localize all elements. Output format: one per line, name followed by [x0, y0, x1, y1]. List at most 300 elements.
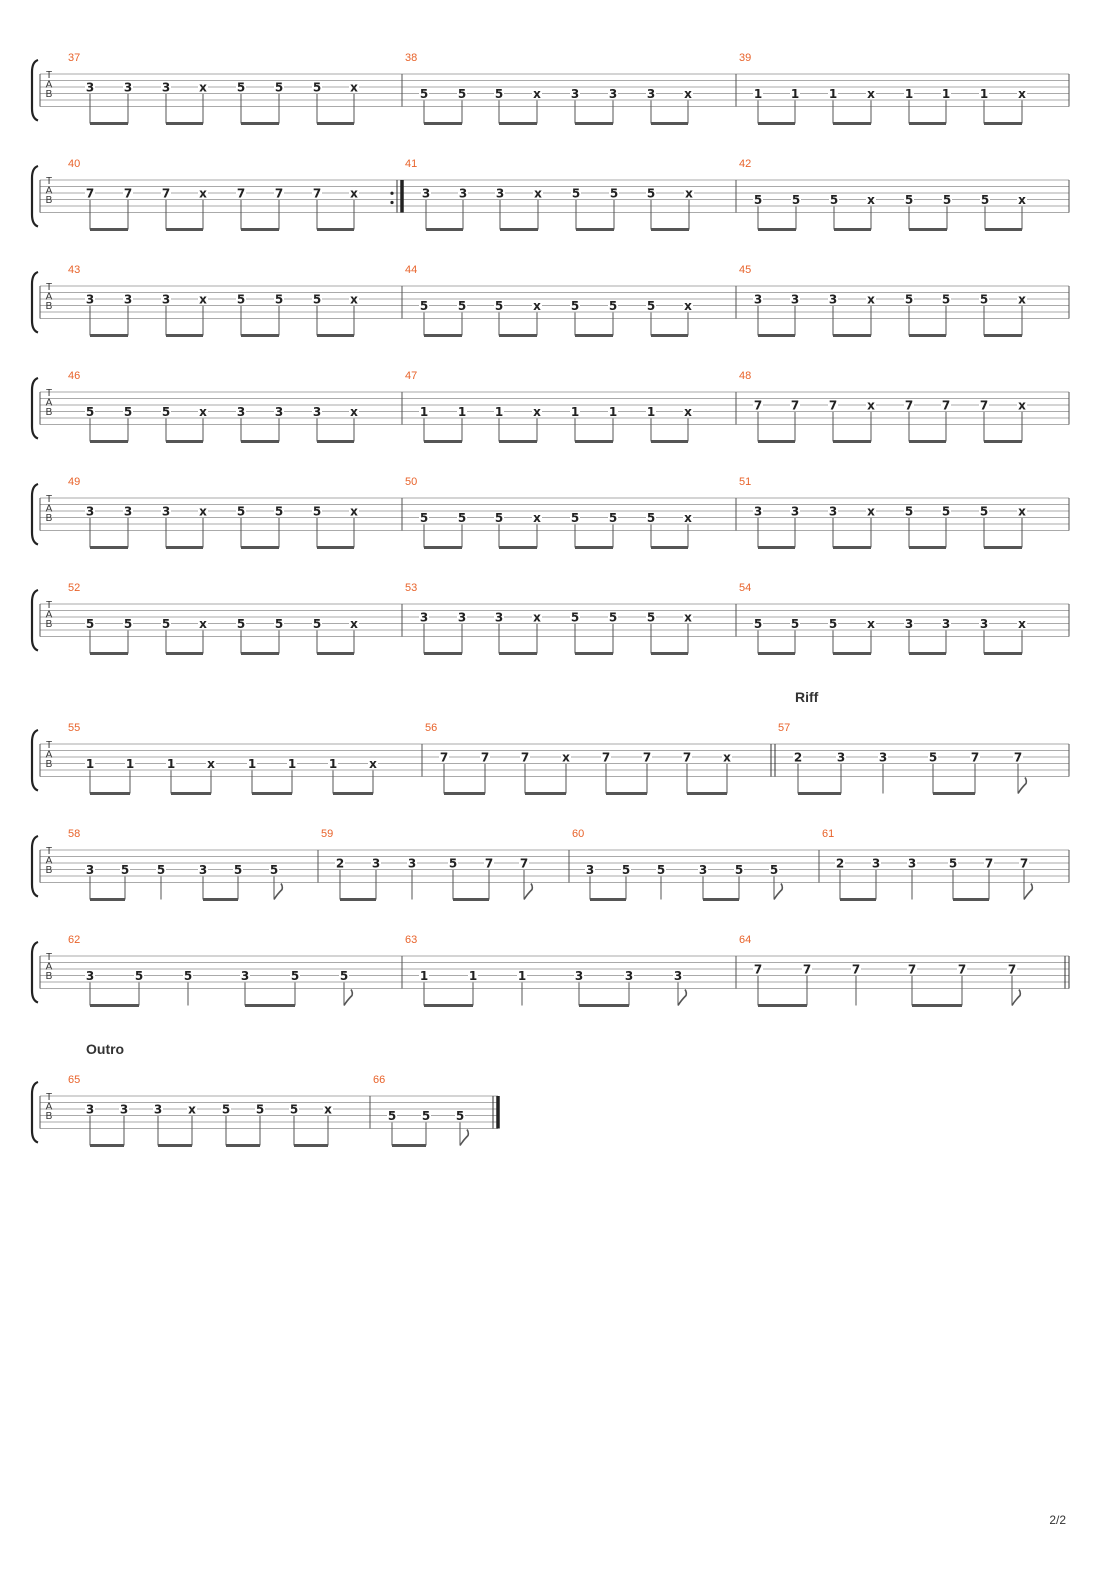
- fret-number: 7: [970, 750, 980, 765]
- fret-number: 5: [734, 863, 744, 877]
- system-brace: [32, 590, 38, 651]
- fret-number: 3: [907, 856, 917, 871]
- fret-number: 7: [984, 856, 994, 871]
- dead-note: x: [1018, 193, 1026, 207]
- dead-note: x: [350, 292, 358, 307]
- fret-number: 7: [123, 186, 133, 201]
- system-brace: [32, 378, 38, 439]
- fret-number: 5: [236, 504, 246, 519]
- fret-number: 5: [448, 856, 458, 871]
- fret-number: 3: [123, 80, 133, 95]
- fret-number: 5: [161, 405, 171, 419]
- dead-note: x: [684, 511, 692, 525]
- note-flag: [1024, 884, 1032, 900]
- measure-number: 55: [68, 722, 81, 734]
- fret-number: 5: [421, 1109, 431, 1123]
- fret-number: 1: [419, 969, 429, 983]
- measure: [739, 370, 1069, 442]
- fret-number: 5: [904, 193, 914, 207]
- measure-number: 47: [405, 370, 418, 382]
- dead-note: x: [684, 610, 692, 625]
- system-brace: [32, 60, 38, 121]
- tab-clef-letter: A: [45, 1101, 53, 1113]
- tab-clef-letter: A: [45, 79, 53, 91]
- note-flag: [524, 884, 532, 900]
- fret-number: 1: [941, 87, 951, 101]
- measure: [739, 158, 1069, 230]
- measure-number: 50: [405, 476, 418, 488]
- dead-note: x: [350, 504, 358, 519]
- fret-number: 3: [828, 504, 838, 519]
- fret-number: 5: [979, 504, 989, 519]
- tab-clef-letter: T: [45, 952, 53, 963]
- fret-number: 7: [236, 186, 246, 201]
- tab-clef-letter: B: [45, 301, 53, 312]
- repeat-dot: [390, 192, 393, 195]
- fret-number: 5: [791, 193, 801, 207]
- fret-number: 3: [236, 405, 246, 419]
- section-label: Outro: [86, 1041, 125, 1057]
- measure-number: 41: [405, 158, 418, 170]
- dead-note: x: [533, 87, 541, 101]
- fret-number: 5: [419, 299, 429, 313]
- fret-number: 5: [646, 610, 656, 625]
- fret-number: 7: [484, 856, 494, 871]
- fret-number: 5: [85, 405, 95, 419]
- dead-note: x: [207, 757, 215, 771]
- dead-note: x: [369, 757, 377, 771]
- dead-note: x: [1018, 617, 1026, 631]
- fret-number: 5: [123, 617, 133, 631]
- fret-number: 3: [673, 969, 683, 983]
- tab-clef-letter: T: [45, 1092, 53, 1103]
- fret-number: 5: [494, 87, 504, 101]
- tab-system: [32, 52, 1069, 124]
- fret-number: 3: [123, 292, 133, 307]
- fret-number: 5: [274, 504, 284, 519]
- fret-number: 5: [85, 617, 95, 631]
- system-brace: [32, 942, 38, 1003]
- page-number: 2/2: [1049, 1513, 1066, 1527]
- fret-number: 7: [519, 856, 529, 871]
- tab-clef-letter: T: [45, 282, 53, 293]
- fret-number: 7: [1019, 856, 1029, 871]
- dead-note: x: [199, 292, 207, 307]
- fret-number: 5: [646, 299, 656, 313]
- fret-number: 3: [161, 292, 171, 307]
- dead-note: x: [199, 80, 207, 95]
- tab-clef-letter: A: [45, 503, 53, 515]
- fret-number: 7: [802, 962, 812, 977]
- dead-note: x: [867, 504, 875, 519]
- note-flag: [1018, 778, 1026, 794]
- measure: [68, 722, 422, 794]
- tab-clef-letter: B: [45, 195, 53, 206]
- note-flag: [274, 884, 282, 900]
- measure: [373, 1074, 498, 1146]
- measure: [405, 934, 736, 1006]
- measure-number: 59: [321, 828, 334, 840]
- fret-number: 5: [608, 610, 618, 625]
- fret-number: 5: [494, 511, 504, 525]
- measure-number: 40: [68, 158, 81, 170]
- fret-number: 5: [255, 1102, 265, 1117]
- dead-note: x: [533, 299, 541, 313]
- tab-clef-letter: A: [45, 855, 53, 867]
- tab-clef-letter: T: [45, 388, 53, 399]
- fret-number: 3: [153, 1102, 163, 1117]
- measure: [68, 582, 402, 654]
- measure-number: 57: [778, 722, 791, 734]
- fret-number: 3: [421, 186, 431, 201]
- fret-number: 5: [312, 80, 322, 95]
- fret-number: 1: [790, 87, 800, 101]
- fret-number: 3: [457, 610, 467, 625]
- fret-number: 3: [161, 504, 171, 519]
- measure-number: 45: [739, 264, 752, 276]
- measure: [405, 264, 736, 336]
- measure: [68, 934, 402, 1006]
- fret-number: 5: [571, 186, 581, 201]
- fret-number: 7: [753, 398, 763, 413]
- measure-number: 56: [425, 722, 438, 734]
- fret-number: 2: [335, 856, 345, 871]
- fret-number: 5: [455, 1109, 465, 1123]
- dead-note: x: [867, 193, 875, 207]
- fret-number: 3: [161, 80, 171, 95]
- fret-number: 7: [601, 750, 611, 765]
- measure: [68, 158, 402, 230]
- repeat-dot: [390, 201, 393, 204]
- fret-number: 5: [570, 511, 580, 525]
- dead-note: x: [199, 405, 207, 419]
- tab-clef-letter: T: [45, 494, 53, 505]
- tab-system: [32, 1041, 498, 1146]
- measure-number: 58: [68, 828, 81, 840]
- fret-number: 5: [790, 617, 800, 631]
- fret-number: 3: [790, 504, 800, 519]
- tab-system: [32, 476, 1069, 548]
- fret-number: 5: [621, 863, 631, 877]
- fret-number: 7: [439, 750, 449, 765]
- measure-number: 64: [739, 934, 752, 946]
- fret-number: 1: [166, 757, 176, 771]
- measure: [68, 828, 318, 900]
- note-flag: [678, 990, 686, 1006]
- fret-number: 1: [125, 757, 135, 771]
- fret-number: 7: [907, 962, 917, 977]
- tab-system: [32, 934, 1069, 1006]
- dead-note: x: [534, 186, 542, 201]
- tab-clef-letter: B: [45, 89, 53, 100]
- fret-number: 7: [85, 186, 95, 201]
- fret-number: 7: [274, 186, 284, 201]
- measure-number: 37: [68, 52, 81, 64]
- fret-number: 1: [457, 405, 467, 419]
- tab-system: [32, 689, 1069, 794]
- measure: [405, 52, 736, 124]
- fret-number: 3: [312, 405, 322, 419]
- measure: [405, 582, 736, 654]
- fret-number: 1: [753, 87, 763, 101]
- dead-note: x: [867, 292, 875, 307]
- dead-note: x: [188, 1102, 196, 1117]
- systems-layer: [32, 52, 1069, 1146]
- fret-number: 3: [624, 969, 634, 983]
- measure-number: 62: [68, 934, 81, 946]
- fret-number: 3: [753, 292, 763, 307]
- fret-number: 5: [928, 750, 938, 765]
- fret-number: 5: [312, 617, 322, 631]
- fret-number: 5: [948, 856, 958, 871]
- measure-number: 65: [68, 1074, 81, 1086]
- fret-number: 5: [829, 193, 839, 207]
- section-label: Riff: [795, 689, 819, 705]
- fret-number: 5: [656, 863, 666, 877]
- tab-clef-letter: A: [45, 291, 53, 303]
- fret-number: 7: [851, 962, 861, 977]
- fret-number: 5: [828, 617, 838, 631]
- tab-clef-letter: T: [45, 740, 53, 751]
- measure: [68, 476, 402, 548]
- dead-note: x: [199, 504, 207, 519]
- measure: [68, 264, 402, 336]
- tab-clef-letter: B: [45, 407, 53, 418]
- note-flag: [344, 990, 352, 1006]
- fret-number: 3: [878, 750, 888, 765]
- tab-clef-letter: B: [45, 971, 53, 982]
- fret-number: 7: [1013, 750, 1023, 765]
- fret-number: 3: [753, 504, 763, 519]
- fret-number: 1: [570, 405, 580, 419]
- measure: [822, 828, 1069, 900]
- tab-clef-letter: A: [45, 609, 53, 621]
- tab-system: [32, 582, 1069, 654]
- dead-note: x: [562, 750, 570, 765]
- dead-note: x: [867, 398, 875, 413]
- dead-note: x: [684, 87, 692, 101]
- fret-number: 7: [904, 398, 914, 413]
- fret-number: 5: [236, 292, 246, 307]
- measure-number: 53: [405, 582, 418, 594]
- fret-number: 5: [387, 1109, 397, 1123]
- fret-number: 3: [790, 292, 800, 307]
- fret-number: 3: [85, 80, 95, 95]
- measure: [739, 582, 1069, 654]
- measure-number: 54: [739, 582, 752, 594]
- system-brace: [32, 272, 38, 333]
- fret-number: 1: [494, 405, 504, 419]
- fret-number: 7: [520, 750, 530, 765]
- measure: [739, 934, 1069, 1006]
- note-flag: [460, 1130, 468, 1146]
- tab-clef-letter: T: [45, 846, 53, 857]
- system-brace: [32, 484, 38, 545]
- fret-number: 7: [753, 962, 763, 977]
- system-brace: [32, 166, 38, 227]
- fret-number: 5: [290, 969, 300, 983]
- fret-number: 3: [646, 87, 656, 101]
- measure: [778, 689, 1069, 794]
- dead-note: x: [324, 1102, 332, 1117]
- measure: [68, 1074, 370, 1146]
- fret-number: 5: [312, 292, 322, 307]
- dead-note: x: [350, 405, 358, 419]
- fret-number: 7: [312, 186, 322, 201]
- measure-number: 60: [572, 828, 585, 840]
- fret-number: 7: [480, 750, 490, 765]
- measure-number: 51: [739, 476, 752, 488]
- fret-number: 5: [274, 617, 284, 631]
- fret-number: 1: [419, 405, 429, 419]
- fret-number: 1: [979, 87, 989, 101]
- fret-number: 1: [247, 757, 257, 771]
- dead-note: x: [350, 186, 358, 201]
- fret-number: 5: [753, 193, 763, 207]
- dead-note: x: [867, 617, 875, 631]
- fret-number: 5: [123, 405, 133, 419]
- fret-number: 5: [236, 617, 246, 631]
- dead-note: x: [350, 617, 358, 631]
- fret-number: 3: [85, 1102, 95, 1117]
- dead-note: x: [533, 511, 541, 525]
- fret-number: 5: [904, 504, 914, 519]
- measure: [405, 476, 736, 548]
- dead-note: x: [199, 186, 207, 201]
- fret-number: 5: [120, 863, 130, 877]
- dead-note: x: [684, 405, 692, 419]
- fret-number: 5: [457, 87, 467, 101]
- tab-clef-letter: A: [45, 749, 53, 761]
- fret-number: 3: [240, 969, 250, 983]
- fret-number: 3: [570, 87, 580, 101]
- fret-number: 5: [221, 1102, 231, 1117]
- fret-number: 5: [161, 617, 171, 631]
- measure-number: 66: [373, 1074, 386, 1086]
- fret-number: 5: [457, 511, 467, 525]
- measure-number: 43: [68, 264, 81, 276]
- measure: [405, 158, 736, 230]
- fret-number: 7: [979, 398, 989, 413]
- system-brace: [32, 1082, 38, 1143]
- fret-number: 3: [941, 617, 951, 631]
- fret-number: 3: [85, 292, 95, 307]
- fret-number: 7: [1007, 962, 1017, 977]
- dead-note: x: [684, 299, 692, 313]
- note-flag: [1012, 990, 1020, 1006]
- measure: [572, 828, 819, 900]
- dead-note: x: [1018, 398, 1026, 413]
- dead-note: x: [533, 610, 541, 625]
- measure-number: 44: [405, 264, 418, 276]
- fret-number: 3: [698, 863, 708, 877]
- tab-clef-letter: T: [45, 70, 53, 81]
- fret-number: 5: [274, 292, 284, 307]
- fret-number: 7: [941, 398, 951, 413]
- fret-number: 5: [646, 511, 656, 525]
- fret-number: 7: [790, 398, 800, 413]
- tab-clef-letter: B: [45, 619, 53, 630]
- tab-clef-letter: T: [45, 176, 53, 187]
- measure-number: 63: [405, 934, 418, 946]
- tab-clef-letter: A: [45, 961, 53, 973]
- fret-number: 5: [419, 511, 429, 525]
- fret-number: 3: [836, 750, 846, 765]
- tab-clef-letter: B: [45, 865, 53, 876]
- tab-clef-letter: T: [45, 600, 53, 611]
- fret-number: 2: [793, 750, 803, 765]
- fret-number: 5: [980, 193, 990, 207]
- fret-number: 3: [871, 856, 881, 871]
- dead-note: x: [723, 750, 731, 765]
- fret-number: 3: [608, 87, 618, 101]
- measure: [68, 52, 402, 124]
- measure-number: 39: [739, 52, 752, 64]
- fret-number: 3: [494, 610, 504, 625]
- measure: [405, 370, 736, 442]
- fret-number: 5: [156, 863, 166, 877]
- fret-number: 3: [371, 856, 381, 871]
- fret-number: 5: [289, 1102, 299, 1117]
- fret-number: 5: [233, 863, 243, 877]
- fret-number: 5: [753, 617, 763, 631]
- fret-number: 5: [339, 969, 349, 983]
- dead-note: x: [350, 80, 358, 95]
- measure-number: 46: [68, 370, 81, 382]
- fret-number: 3: [495, 186, 505, 201]
- measure-number: 42: [739, 158, 752, 170]
- fret-number: 5: [274, 80, 284, 95]
- dead-note: x: [1018, 504, 1026, 519]
- tab-clef-letter: A: [45, 397, 53, 409]
- measure: [739, 52, 1069, 124]
- measure-number: 48: [739, 370, 752, 382]
- fret-number: 5: [570, 610, 580, 625]
- fret-number: 3: [123, 504, 133, 519]
- fret-number: 5: [312, 504, 322, 519]
- fret-number: 3: [85, 969, 95, 983]
- fret-number: 7: [642, 750, 652, 765]
- system-brace: [32, 836, 38, 897]
- fret-number: 5: [769, 863, 779, 877]
- measure: [739, 264, 1069, 336]
- dead-note: x: [1018, 292, 1026, 307]
- fret-number: 3: [85, 504, 95, 519]
- fret-number: 5: [134, 969, 144, 983]
- dead-note: x: [199, 617, 207, 631]
- measure-number: 52: [68, 582, 81, 594]
- fret-number: 5: [608, 511, 618, 525]
- fret-number: 1: [517, 969, 527, 983]
- fret-number: 3: [419, 610, 429, 625]
- tab-clef-letter: B: [45, 759, 53, 770]
- dead-note: x: [533, 405, 541, 419]
- fret-number: 1: [468, 969, 478, 983]
- fret-number: 3: [198, 863, 208, 877]
- fret-number: 1: [85, 757, 95, 771]
- dead-note: x: [685, 186, 693, 201]
- system-brace: [32, 730, 38, 791]
- tab-clef-letter: A: [45, 185, 53, 197]
- fret-number: 3: [85, 863, 95, 877]
- fret-number: 5: [183, 969, 193, 983]
- measure-number: 38: [405, 52, 418, 64]
- note-flag: [774, 884, 782, 900]
- measure: [425, 722, 775, 794]
- fret-number: 3: [979, 617, 989, 631]
- fret-number: 7: [957, 962, 967, 977]
- fret-number: 5: [269, 863, 279, 877]
